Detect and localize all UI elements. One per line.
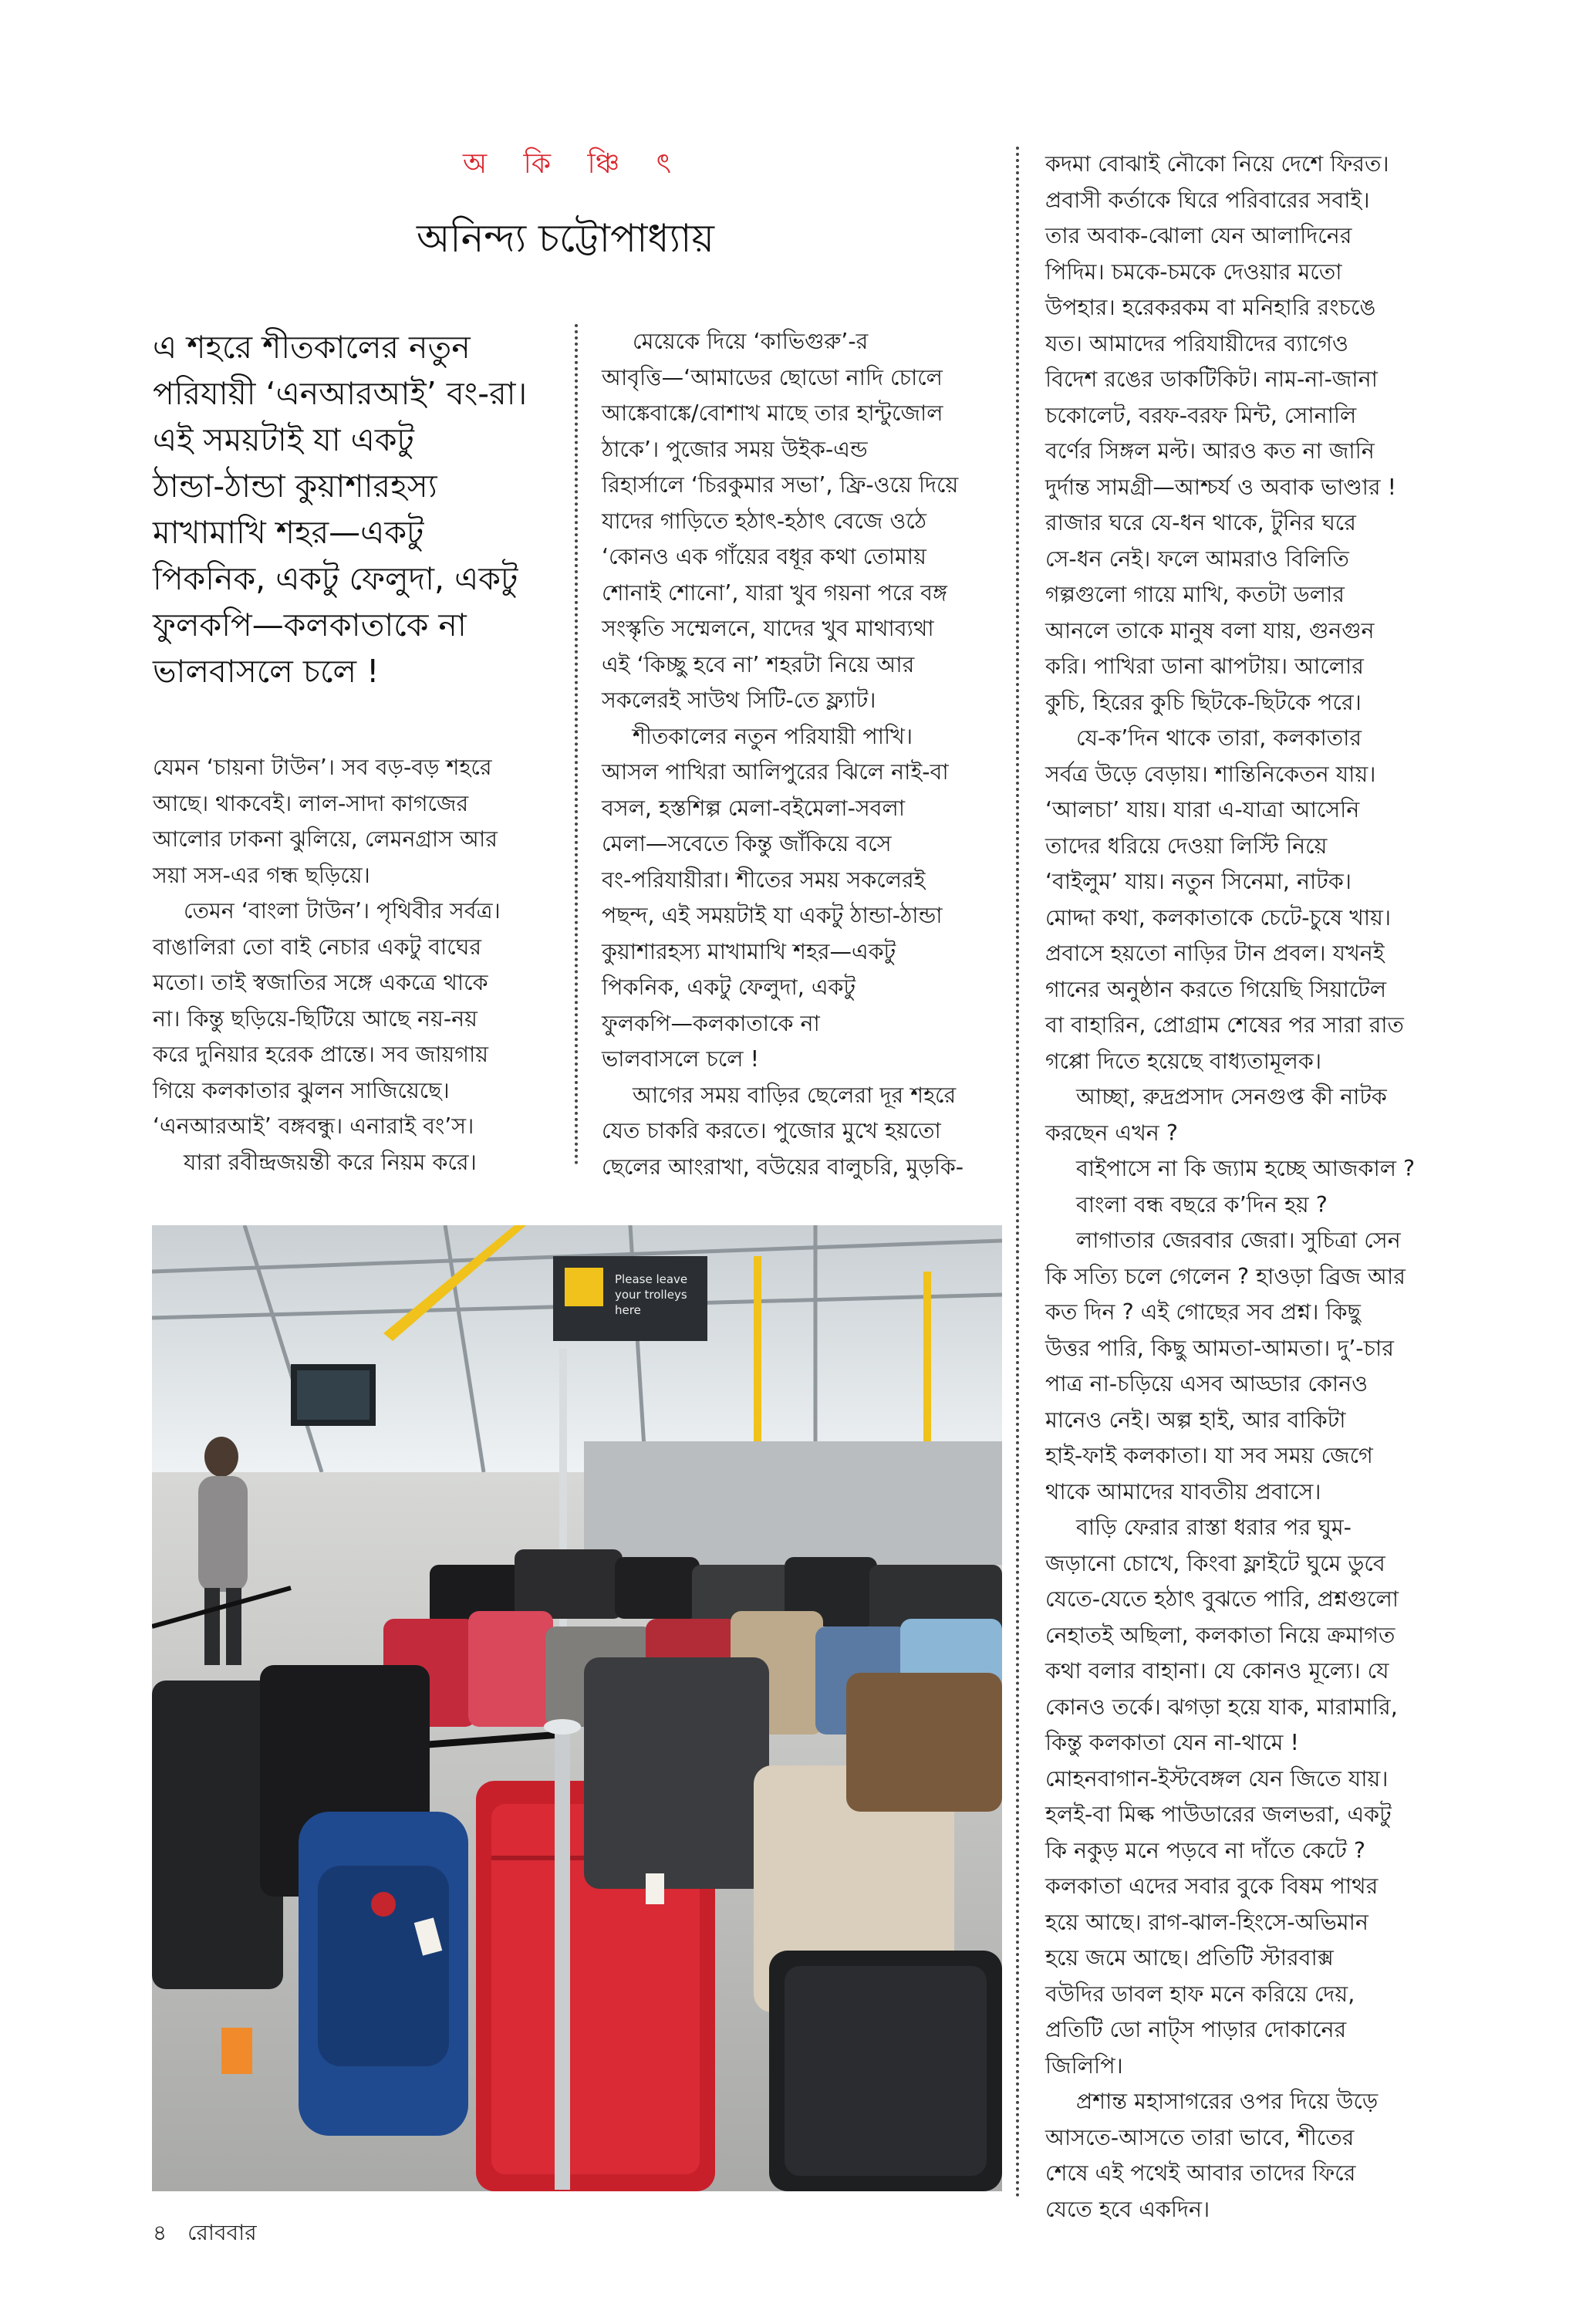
text-line: প্রবাসে হয়তো নাড়ির টান প্রবল। যখনই [1045, 941, 1385, 966]
text-line: আনলে তাকে মানুষ বলা যায়, গুনগুন [1045, 617, 1375, 643]
text-line: নেহাতই অছিলা, কলকাতা নিয়ে ক্রমাগত [1045, 1622, 1395, 1648]
text-line: গপ্পো দিতে হয়েছে বাধ্যতামূলক। [1045, 1048, 1322, 1074]
standfirst-line: ঠান্ডা-ঠান্ডা কুয়াশারহস্য [153, 468, 437, 505]
text-line: বাইপাসে না কি জ্যাম হচ্ছে আজকাল ? [1076, 1156, 1416, 1181]
text-line: যেতে হবে একদিন। [1045, 2196, 1210, 2222]
text-line: যাদের গাড়িতে হঠাৎ-হঠাৎ বেজে ওঠে [602, 508, 927, 534]
text-line: দুর্দান্ত সামগ্রী—আশ্চর্য ও অবাক ভাণ্ডার ! [1045, 474, 1397, 500]
column-divider [1016, 147, 1019, 2199]
sign-line: your trolleys [615, 1288, 687, 1302]
luggage-photo [152, 1225, 1002, 2191]
text-line: বর্ণের সিঙ্গল মল্ট। আরও কত না জানি [1045, 438, 1375, 464]
text-line: যেত চাকরি করতে। পুজোর মুখে হয়তো [602, 1118, 941, 1143]
text-line: কুয়াশারহস্য মাখামাখি শহর—একটু [602, 938, 896, 964]
text-line: কত দিন ? এই গোছের সব প্রশ্ন। কিছু [1045, 1299, 1361, 1325]
text-line: গল্পগুলো গায়ে মাখি, কতটা ডলার [1045, 582, 1345, 607]
text-line: কিন্তু কলকাতা যেন না-থামে ! [1045, 1730, 1299, 1755]
standfirst-line: পরিযায়ী ‘এনআরআই’ বং-রা। [153, 375, 528, 412]
text-line: বউদির ডাবল হাফ মনে করিয়ে দেয়, [1045, 1981, 1355, 2007]
section-kicker: অ কি ঞ্চি ৎ [463, 148, 685, 180]
text-line: ‘আলচা’ যায়। যারা এ-যাত্রা আসেনি [1045, 797, 1360, 823]
author-byline: অনিন্দ্য চট্টোপাধ্যায় [417, 216, 714, 261]
text-line: রিহার্সালে ‘চিরকুমার সভা’, ফ্রি-ওয়ে দিয়ে [602, 472, 959, 498]
luggage-illustration [152, 1225, 1002, 2191]
text-line: বসল, হস্তশিল্প মেলা-বইমেলা-সবলা [602, 795, 906, 821]
text-line: হয়ে আছে। রাগ-ঝাল-হিংসে-অভিমান [1045, 1909, 1368, 1935]
text-line: ভালবাসলে চলে ! [602, 1046, 759, 1072]
body-column-1 [153, 750, 542, 1181]
text-line: বিদেশ রঙের ডাকটিকিট। নাম-না-জানা [1045, 367, 1378, 392]
text-line: ‘এনআরআই’ বঙ্গবন্ধু। এনারাই বং’স। [153, 1113, 474, 1139]
text-line: মেয়েকে দিয়ে ‘কাভিগুরু’-র [633, 329, 869, 354]
text-line: ‘কোনও এক গাঁয়ের বধূর কথা তোমায় [602, 544, 926, 569]
text-line: থাকে আমাদের যাবতীয় প্রবাসে। [1045, 1478, 1321, 1505]
standfirst [153, 324, 554, 694]
text-line: সকলেরই সাউথ সিটি-তে ফ্ল্যাট। [602, 687, 876, 713]
standfirst-line: এ শহরে শীতকালের নতুন [153, 329, 471, 366]
text-line: আচ্ছা, রুদ্রপ্রসাদ সেনগুপ্ত কী নাটক [1076, 1084, 1387, 1110]
sign-line: here [615, 1303, 641, 1317]
text-line: করছেন এখন ? [1045, 1120, 1179, 1146]
standfirst-line: পিকনিক, একটু ফেলুদা, একটু [153, 560, 518, 597]
text-line: না। কিন্তু ছড়িয়ে-ছিটিয়ে আছে নয়-নয় [153, 1005, 478, 1032]
text-line: যত। আমাদের পরিযায়ীদের ব্যাগেও [1045, 330, 1349, 356]
text-line: সে-ধন নেই। ফলে আমরাও বিলিতি [1045, 546, 1349, 572]
text-line: ছেলের আংরাখা, বউয়ের বালুচরি, মুড়কি- [602, 1154, 964, 1180]
text-line: গিয়ে কলকাতার ঝুলন সাজিয়েছে। [153, 1077, 450, 1103]
text-line: মানেও নেই। অল্প হাই, আর বাকিটা [1045, 1407, 1346, 1433]
page-number: ৪ [153, 2220, 167, 2245]
text-line: তাদের ধরিয়ে দেওয়া লিস্টি নিয়ে [1045, 833, 1328, 859]
text-line: লাগাতার জেরবার জেরা। সুচিত্রা সেন [1076, 1228, 1401, 1253]
text-line: সংস্কৃতি সম্মেলনে, যাদের খুব মাথাব্যথা [602, 616, 934, 641]
text-line: যারা রবীন্দ্রজয়ন্তী করে নিয়ম করে। [184, 1149, 477, 1175]
text-line: সয়া সস-এর গন্ধ ছড়িয়ে। [153, 862, 370, 888]
text-line: পিকনিক, একটু ফেলুদা, একটু [602, 975, 856, 1000]
text-line: আসতে-আসতে তারা ভাবে, শীতের [1045, 2124, 1355, 2150]
text-line: হয়ে জমে আছে। প্রতিটি স্টারবাক্স [1045, 1945, 1334, 1971]
text-line: উপহার। হরেকরকম বা মনিহারি রংচঙে [1045, 295, 1376, 320]
text-line: করি। পাখিরা ডানা ঝাপটায়। আলোর [1045, 654, 1364, 679]
text-line: কথা বলার বাহানা। যে কোনও মূল্যে। যে [1045, 1658, 1389, 1684]
text-line: তেমন ‘বাংলা টাউন’। পৃথিবীর সর্বত্র। [184, 898, 501, 924]
text-line: ‘বাইলুম’ যায়। নতুন সিনেমা, নাটক। [1045, 869, 1352, 894]
column-divider [575, 324, 578, 1165]
text-line: যেমন ‘চায়না টাউন’। সব বড়-বড় শহরে [153, 755, 492, 780]
text-line: আলোর ঢাকনা ঝুলিয়ে, লেমনগ্রাস আর [153, 826, 498, 852]
standfirst-line: ভালবাসলে চলে ! [153, 653, 380, 690]
body-column-2 [602, 324, 991, 1185]
text-line: বাঙালিরা তো বাই নেচার একটু বাঘের [153, 934, 481, 960]
text-line: বাড়ি ফেরার রাস্তা ধরার পর ঘুম- [1076, 1515, 1352, 1540]
text-line: পাত্র না-চড়িয়ে এসব আড্ডার কোনও [1045, 1371, 1368, 1397]
text-line: এই ‘কিচ্ছু হবে না’ শহরটা নিয়ে আর [602, 651, 915, 677]
text-line: তার অবাক-ঝোলা যেন আলাদিনের [1045, 223, 1352, 248]
text-line: রাজার ঘরে যে-ধন থাকে, টুনির ঘরে [1045, 510, 1356, 535]
text-line: প্রতিটি ডো নাট্স পাড়ার দোকানের [1045, 2017, 1347, 2042]
standfirst-line: এই সময়টাই যা একটু [153, 421, 414, 458]
text-line: কোনও তর্কে। ঝগড়া হয়ে যাক, মারামারি, [1045, 1694, 1398, 1720]
magazine-name: রোববার [187, 2220, 257, 2245]
text-line: মোহনবাগান-ইস্টবেঙ্গল যেন জিতে যায়। [1045, 1765, 1389, 1792]
text-line: প্রশান্ত মহাসাগরের ওপর দিয়ে উড়ে [1076, 2089, 1379, 2114]
text-line: আঙ্কেবাঙ্কে/বোশাখ মাছে তার হান্টুজোল [602, 400, 943, 426]
text-line: সর্বত্র উড়ে বেড়ায়। শান্তিনিকেতন যায়। [1045, 761, 1376, 787]
text-line: বং-পরিযায়ীরা। শীতের সময় সকলেরই [602, 866, 926, 893]
text-line: চকোলেট, বরফ-বরফ মিন্ট, সোনালি [1045, 402, 1357, 428]
body-column-3 [1045, 147, 1446, 2228]
text-line: যে-ক’দিন থাকে তারা, কলকাতার [1076, 725, 1362, 751]
text-line: আছে। থাকবেই। লাল-সাদা কাগজের [153, 790, 469, 816]
text-line: আগের সময় বাড়ির ছেলেরা দূর শহরে [633, 1082, 957, 1108]
text-line: মেলা—সবেতে কিন্তু জাঁকিয়ে বসে [602, 831, 892, 856]
text-line: শীতকালের নতুন পরিযায়ী পাখি। [633, 723, 913, 749]
text-line: জড়ানো চোখে, কিংবা ফ্লাইটে ঘুমে ডুবে [1045, 1550, 1385, 1576]
text-line: বা বাহারিন, প্রোগ্রাম শেষের পর সারা রাত [1045, 1012, 1404, 1038]
standfirst-line: মাখামাখি শহর—একটু [153, 514, 424, 551]
text-line: প্রবাসী কর্তাকে ঘিরে পরিবারের সবাই। [1045, 187, 1370, 213]
text-line: পছন্দ, এই সময়টাই যা একটু ঠান্ডা-ঠান্ডা [602, 903, 943, 928]
text-line: মোদ্দা কথা, কলকাতাকে চেটে-চুষে খায়। [1045, 904, 1392, 931]
text-line: কি সত্যি চলে গেলেন ? হাওড়া ব্রিজ আর [1045, 1263, 1406, 1289]
text-line: উত্তর পারি, কিছু আমতা-আমতা। দু’-চার [1045, 1335, 1394, 1361]
text-line: কুচি, হিরের কুচি ছিটকে-ছিটকে পরে। [1045, 689, 1362, 715]
text-line: আসল পাখিরা আলিপুরের ঝিলে নাই-বা [602, 759, 949, 785]
text-line: যেতে-যেতে হঠাৎ বুঝতে পারি, প্রশ্নগুলো [1045, 1586, 1399, 1612]
text-line: ফুলকপি—কলকাতাকে না [602, 1010, 820, 1036]
text-line: মতো। তাই স্বজাতির সঙ্গে একত্রে থাকে [153, 970, 488, 995]
page-folio [153, 2216, 257, 2252]
text-line: জিলিপি। [1045, 2052, 1123, 2079]
text-line: হাই-ফাই কলকাতা। যা সব সময় জেগে [1045, 1443, 1373, 1468]
sign-line: Please leave [615, 1272, 688, 1286]
text-line: পিদিম। চমকে-চমকে দেওয়ার মতো [1045, 258, 1342, 285]
text-line: হলই-বা মিল্ক পাউডারের জলভরা, একটু [1045, 1802, 1392, 1827]
text-line: ঠাকে’। পুজোর সময় উইক-এন্ড [602, 436, 868, 462]
text-line: শোনাই শোনো’, যারা খুব গয়না পরে বঙ্গ [602, 579, 947, 606]
standfirst-line: ফুলকপি—কলকাতাকে না [153, 606, 467, 643]
text-line: কদমা বোঝাই নৌকো নিয়ে দেশে ফিরত। [1045, 151, 1389, 177]
text-line: আবৃত্তি—‘আমাডের ছোডো নাদি চোলে [602, 364, 943, 390]
text-line: করে দুনিয়ার হরেক প্রান্তে। সব জায়গায় [153, 1042, 489, 1067]
text-line: কলকাতা এদের সবার বুকে বিষম পাথর [1045, 1873, 1379, 1899]
text-line: শেষে এই পথেই আবার তাদের ফিরে [1045, 2160, 1356, 2186]
text-line: কি নকুড় মনে পড়বে না দাঁতে কেটে ? [1045, 1837, 1366, 1863]
text-line: গানের অনুষ্ঠান করতে গিয়েছি সিয়াটেল [1045, 976, 1387, 1002]
text-line: বাংলা বন্ধ বছরে ক’দিন হয় ? [1076, 1191, 1328, 1218]
